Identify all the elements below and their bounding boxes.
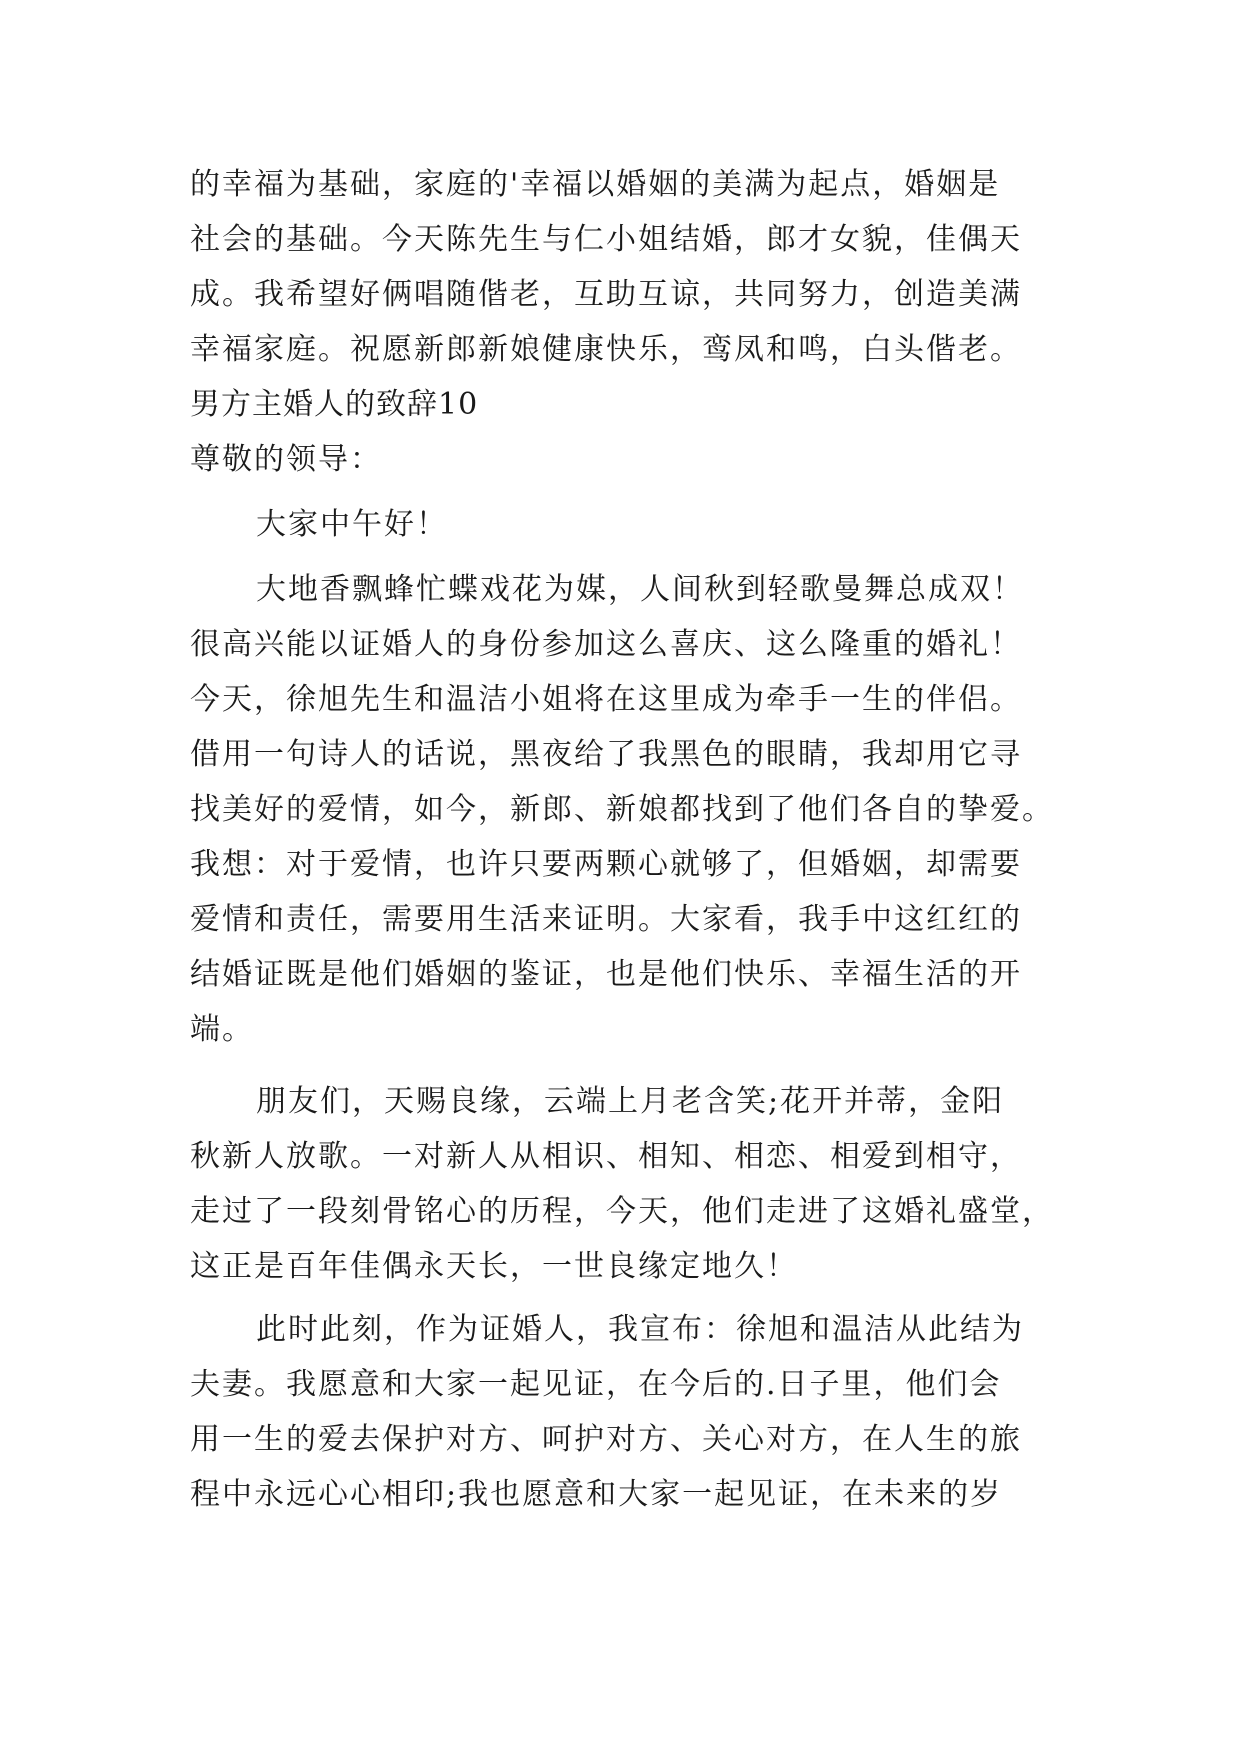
text-line: 大地香飘蜂忙蝶戏花为媒，人间秋到轻歌曼舞总成双！ bbox=[256, 572, 1024, 607]
text-line: 的幸福为基础，家庭的'幸福以婚姻的美满为起点，婚姻是 bbox=[190, 167, 1001, 202]
text-line: 结婚证既是他们婚姻的鉴证，也是他们快乐、幸福生活的开 bbox=[190, 957, 1022, 992]
text-line: 找美好的爱情，如今，新郎、新娘都找到了他们各自的挚爱。 bbox=[190, 792, 1054, 827]
text-line: 很高兴能以证婚人的身份参加这么喜庆、这么隆重的婚礼！ bbox=[190, 627, 1022, 662]
text-line: 幸福家庭。祝愿新郎新娘健康快乐，鸾凤和鸣，白头偕老。 bbox=[190, 332, 1022, 367]
text-line: 朋友们，天赐良缘，云端上月老含笑;花开并蒂，金阳 bbox=[256, 1084, 1005, 1119]
text-line: 此时此刻，作为证婚人，我宣布：徐旭和温洁从此结为 bbox=[256, 1312, 1024, 1347]
text-line: 端。 bbox=[190, 1012, 254, 1047]
text-line: 社会的基础。今天陈先生与仁小姐结婚，郎才女貌，佳偶天 bbox=[190, 222, 1022, 257]
text-line: 程中永远心心相印;我也愿意和大家一起见证，在未来的岁 bbox=[190, 1477, 1003, 1512]
text-line: 今天，徐旭先生和温洁小姐将在这里成为牵手一生的伴侣。 bbox=[190, 682, 1022, 717]
text-line: 爱情和责任，需要用生活来证明。大家看，我手中这红红的 bbox=[190, 902, 1022, 937]
text-line: 成。我希望好俩唱随偕老，互助互谅，共同努力，创造美满 bbox=[190, 277, 1022, 312]
text-line: 这正是百年佳偶永天长，一世良缘定地久！ bbox=[190, 1249, 798, 1284]
text-line: 用一生的爱去保护对方、呵护对方、关心对方，在人生的旅 bbox=[190, 1422, 1022, 1457]
text-line: 夫妻。我愿意和大家一起见证，在今后的.日子里，他们会 bbox=[190, 1367, 1002, 1402]
text-line: 我想：对于爱情，也许只要两颗心就够了，但婚姻，却需要 bbox=[190, 847, 1022, 882]
text-line: 秋新人放歌。一对新人从相识、相知、相恋、相爱到相守， bbox=[190, 1139, 1022, 1174]
text-line: 借用一句诗人的话说，黑夜给了我黑色的眼睛，我却用它寻 bbox=[190, 737, 1022, 772]
section-heading: 男方主婚人的致辞10 bbox=[190, 387, 479, 422]
greeting: 大家中午好！ bbox=[256, 507, 448, 542]
text-line: 走过了一段刻骨铭心的历程，今天，他们走进了这婚礼盛堂， bbox=[190, 1194, 1054, 1229]
salutation: 尊敬的领导： bbox=[190, 442, 382, 477]
